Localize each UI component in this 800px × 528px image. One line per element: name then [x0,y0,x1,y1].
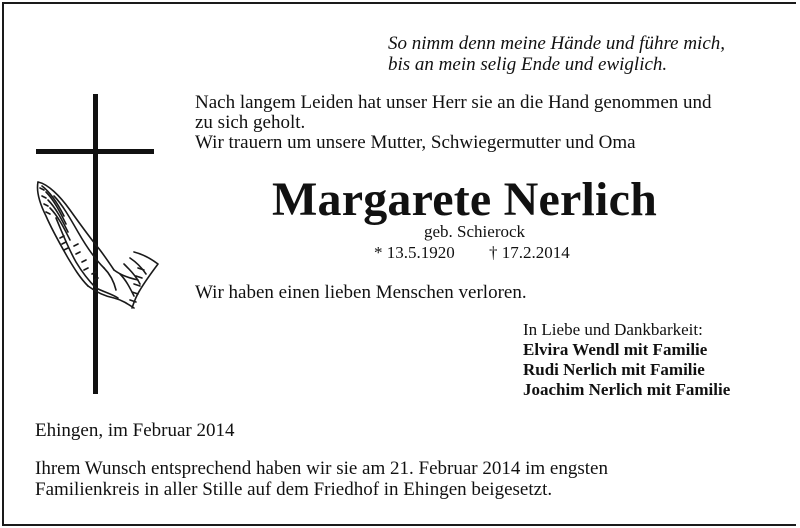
verse [388,33,725,75]
notice-line-1: Ihrem Wunsch entsprechend haben wir sie am 21. Februar 2014 im engsten [35,458,608,479]
intro-line-3: Wir trauern um unsere Mutter, Schwiegermutter und Oma [195,132,636,153]
signers [523,320,730,400]
life-dates [374,243,570,263]
burial-notice [35,458,608,500]
signer-family: Elvira Wendl mit Familie [523,340,708,359]
verse-line-1: So nimm denn meine Hände und führe mich, [388,33,726,54]
place-date: Ehingen, im Februar 2014 [35,420,235,441]
intro-text [195,93,712,153]
death-date: † 17.2.2014 [489,243,570,262]
intro-line-2: zu sich geholt. [195,112,306,133]
signer-family: Rudi Nerlich mit Familie [523,360,705,379]
signer-family: Joachim Nerlich mit Familie [523,380,731,399]
loss-text: Wir haben einen lieben Menschen verloren. [195,282,527,303]
verse-line-2: bis an mein selig Ende und ewiglich. [388,54,668,75]
deceased-name: Margarete Nerlich [272,173,657,226]
birth-name: geb. Schierock [424,222,526,241]
signers-intro: In Liebe und Dankbarkeit: [523,320,703,339]
intro-line-1: Nach langem Leiden hat unser Herr sie an die Hand genommen und [195,92,712,113]
notice-line-2: Familienkreis in aller Stille auf dem Friedhof in Ehingen beigesetzt. [35,479,553,500]
birth-date: * 13.5.1920 [374,243,455,262]
praying-hands-icon [34,178,162,313]
cross-horizontal-bar [36,149,154,154]
